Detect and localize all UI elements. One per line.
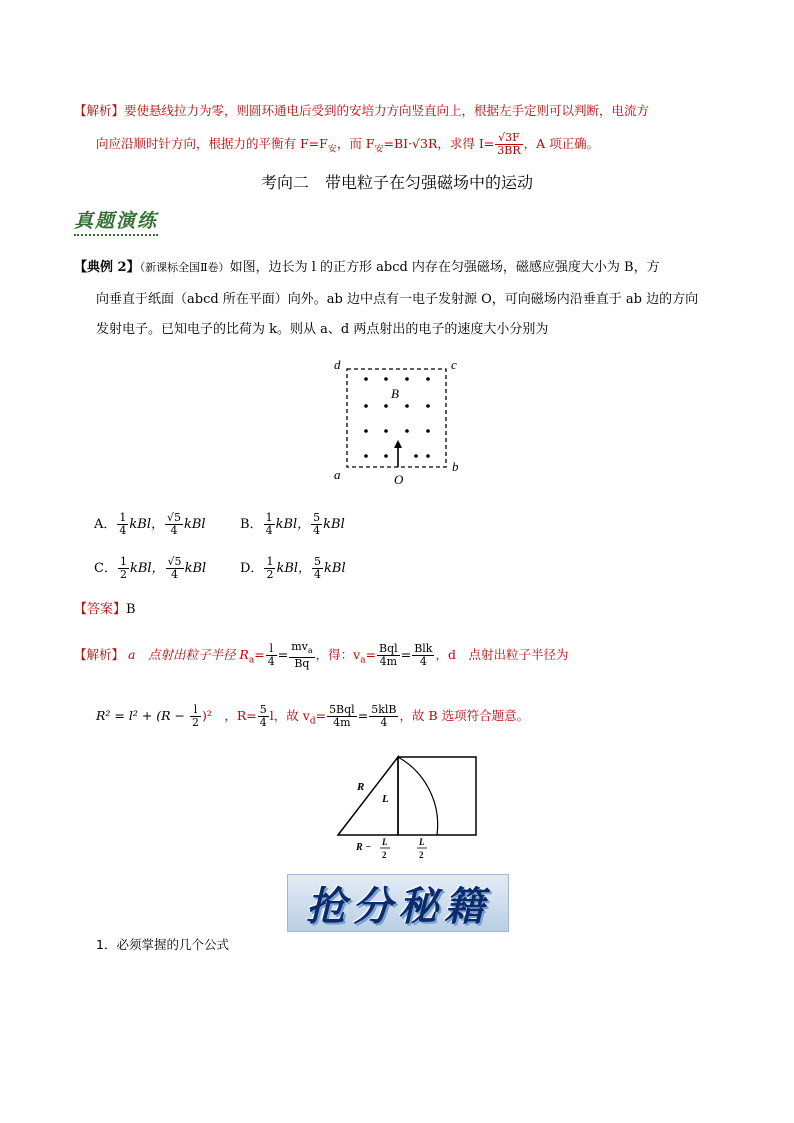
analysis2-l2f2d: 4 (259, 716, 267, 729)
analysis2-p1eq: = (254, 647, 265, 663)
option-c-letter: C． (94, 561, 117, 576)
analysis2-l2f: ，故 B 选项符合题意。 (399, 708, 530, 723)
analysis2-f2n: mv (291, 640, 308, 653)
analysis2-p2eq: = (365, 647, 377, 663)
label-L2-den: 2 (419, 850, 424, 860)
option-d-t1: kBl， (276, 561, 312, 576)
analysis2-l2sub: d (309, 716, 316, 727)
field-square (398, 757, 476, 835)
option-a-f2-den: 4 (170, 524, 178, 537)
analysis2-l2a: R² = l² + (R − (96, 708, 189, 723)
formula-item-1: 1．必须掌握的几个公式 (96, 937, 229, 952)
option-a[interactable] (94, 512, 206, 537)
option-c[interactable] (94, 556, 206, 581)
analysis2-l2fd: 2 (191, 716, 199, 729)
label-O: O (394, 472, 404, 487)
option-b-letter: B． (240, 517, 263, 532)
analysis2-f3d: 4m (379, 655, 398, 669)
option-c-f1-num: 1 (119, 555, 127, 568)
label-RL-den: 2 (382, 850, 387, 860)
answer (74, 598, 136, 617)
option-b[interactable] (240, 512, 345, 537)
option-b-f2-den: 4 (313, 524, 321, 537)
option-a-f1-num: 1 (119, 511, 127, 524)
analysis2-f2nsub: a (307, 646, 313, 656)
analysis2-p2sub: a (360, 655, 366, 666)
analysis2-f4n: Blk (414, 642, 433, 656)
analysis1-line1 (74, 101, 649, 119)
analysis1-frac-den: 3BR (497, 144, 521, 157)
option-c-f1-den: 2 (119, 568, 127, 581)
radius-construction-figure (330, 750, 490, 865)
option-c-f2-den: 4 (171, 568, 179, 581)
option-a-f2-num: √5 (166, 511, 181, 524)
field-boundary (347, 369, 446, 467)
analysis2-l2f2n: 5 (259, 703, 267, 716)
analysis1-line2 (96, 132, 599, 157)
analysis2-p2: ，得：v (315, 647, 361, 663)
option-d-f2-den: 4 (314, 568, 322, 581)
analysis1-text2b: ，而 F (336, 136, 375, 151)
analysis1-text2c: =BI·√3R，求得 I= (383, 136, 495, 151)
option-d-f2-num: 5 (314, 555, 322, 568)
label-c: c (451, 357, 457, 372)
option-d-letter: D． (240, 561, 264, 576)
label-RL-num: L (382, 837, 388, 847)
label-R-minus: R − (356, 842, 372, 853)
label-b: b (452, 459, 459, 474)
analysis2-f1n: l (266, 643, 277, 656)
option-a-t1: kBl， (129, 517, 164, 532)
answer-label: 【答案】 (74, 602, 127, 617)
analysis2-p3: ，d 点射出粒子半径为 (435, 647, 569, 663)
analysis1-text1: 要使悬线拉力为零，则圆环通电后受到的安培力方向竖直向上，根据左手定则可以判断，电流方 (124, 103, 650, 118)
analysis2-eq2: = (277, 647, 289, 663)
option-a-t2: kBl (184, 517, 206, 532)
analysis2-l2c: l，故 v (269, 708, 310, 723)
option-b-f1-den: 4 (265, 524, 273, 537)
option-c-t2: kBl (184, 561, 207, 576)
banner (287, 874, 509, 932)
example-source: （新课标全国Ⅱ卷） (139, 261, 230, 274)
analysis2-l2d: = (315, 708, 327, 723)
banner-text: 抢分秘籍 (306, 883, 490, 930)
analysis1-text2a: 向应沿顺时针方向，根据力的平衡有 F=F (96, 136, 328, 151)
analysis2-f1d: 4 (267, 655, 275, 669)
analysis2-f4d: 4 (419, 655, 427, 669)
velocity-arrowhead (394, 440, 402, 448)
heading: 考向二 带电粒子在匀强磁场中的运动 (260, 173, 533, 192)
analysis1-sub2: 安 (374, 144, 384, 155)
label-d: d (334, 357, 341, 372)
option-d-f1-den: 2 (266, 568, 274, 581)
analysis2-line2 (96, 704, 529, 729)
analysis2-l2f3d: 4m (333, 716, 351, 729)
analysis2-label: 【解析】 (74, 647, 125, 663)
example-label: 【典例 2】 (74, 260, 140, 275)
analysis2-eq3: = (400, 647, 412, 663)
label-L: L (382, 793, 389, 805)
example-text1: 如图，边长为 l 的正方形 abcd 内存在匀强磁场，磁感应强度大小为 B，方 (229, 260, 660, 275)
option-b-t1: kBl， (275, 517, 311, 532)
radius-triangle (338, 757, 398, 835)
answer-value: B (126, 602, 136, 617)
analysis2-l2f3n: 5Bql (329, 703, 355, 716)
analysis2-l2f4d: 4 (380, 716, 388, 729)
analysis2-f3n: Bql (379, 642, 398, 656)
option-d-f1-num: 1 (266, 555, 274, 568)
option-a-letter: A． (94, 517, 117, 532)
option-c-f2-num: √5 (167, 555, 182, 568)
analysis2-l2fn: l (190, 704, 201, 717)
option-d-t2: kBl (324, 561, 346, 576)
analysis1-label: 【解析】 (74, 103, 125, 118)
analysis2-p1: a 点射出粒子半径 R (128, 647, 249, 663)
analysis1-frac-num: √3F (495, 132, 522, 145)
option-b-f2-num: 5 (313, 511, 321, 524)
example-line2: 向垂直于纸面（abcd 所在平面）向外。ab 边中点有一电子发射源 O，可向磁场内沿垂直于 ab 边的方向 (96, 292, 699, 307)
analysis2-l2b: )² ，R= (201, 708, 257, 723)
analysis2-l2e: = (357, 708, 369, 723)
analysis2-line1 (74, 641, 568, 670)
option-b-t2: kBl (323, 517, 345, 532)
option-a-f1-den: 4 (119, 524, 127, 537)
option-c-t1: kBl， (129, 561, 165, 576)
section-label: 真题演练 (74, 206, 158, 236)
magnetic-field-figure (330, 352, 470, 490)
analysis1-fraction (495, 132, 522, 157)
label-a: a (334, 467, 341, 482)
option-b-f1-num: 1 (265, 511, 273, 524)
example-line1 (74, 256, 660, 275)
analysis2-f2d: Bq (294, 657, 310, 671)
example-line3: 发射电子。已知电子的比荷为 k。则从 a、d 两点射出的电子的速度大小分别为 (96, 322, 549, 337)
analysis2-l2f4n: 5klB (371, 703, 397, 716)
analysis2-p1sub: a (248, 655, 255, 666)
label-B: B (391, 386, 399, 401)
trajectory-arc (398, 757, 438, 835)
label-R: R (357, 781, 365, 793)
analysis1-text2d: ，A 项正确。 (523, 136, 600, 151)
option-d[interactable] (240, 556, 346, 581)
label-L2-num: L (419, 837, 425, 847)
analysis1-sub1: 安 (327, 144, 337, 155)
